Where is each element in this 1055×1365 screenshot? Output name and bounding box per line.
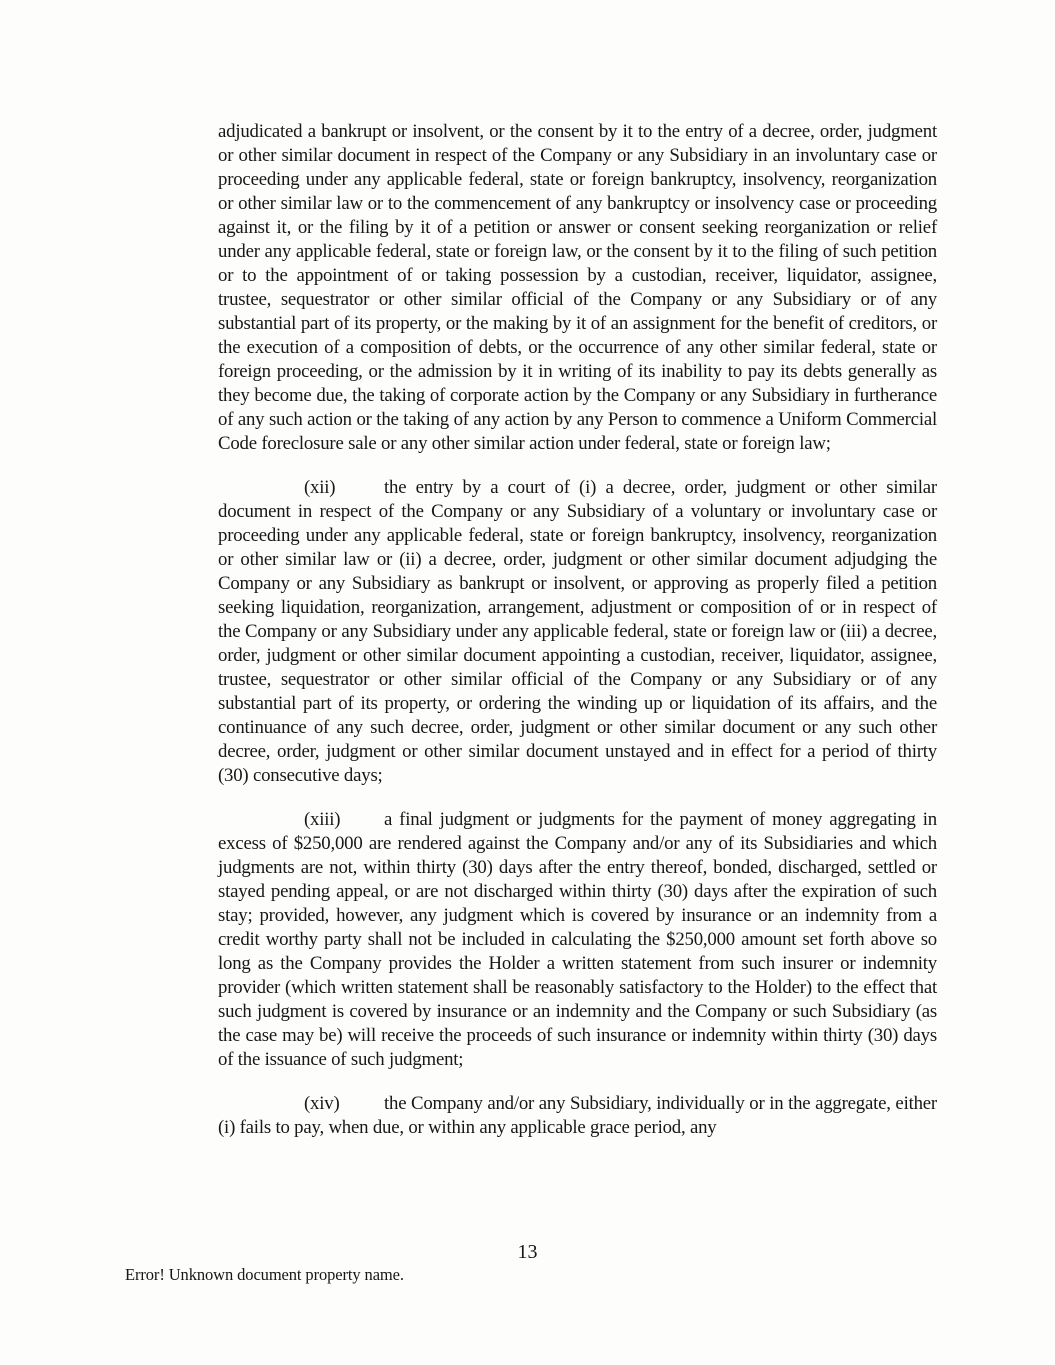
paragraph-text: the entry by a court of (i) a decree, order, judgment or other similar document in respect of the Company or any Subsidiary of a voluntary or involuntary case or proceeding under any applicable federal, state or foreign bankruptcy, insolvency, reorganization or other similar law or (ii) a decree, order, judgment or other similar document adjudging the Company or any Subsidiary as bankrupt or insolvent, or approving as properly filed a petition seeking liquidation, reorganization, arrangement, adjustment or composition of or in respect of the Company or any Subsidiary under any applicable federal, state or foreign law or (iii) a decree, order, judgment or other similar document appointing a custodian, receiver, liquidator, assignee, trustee, sequestrator or other similar official of the Company or any Subsidiary or of any substantial part of its property, or ordering the winding up or liquidation of its affairs, and the continuance of any such decree, order, judgment or other similar document or any such other decree, order, judgment or other similar document unstayed and in effect for a period of thirty (30) consecutive days;: [218, 477, 937, 786]
paragraph-text: adjudicated a bankrupt or insolvent, or the consent by it to the entry of a decree, order, judgment or other similar document in respect of the Company or any Subsidiary in an involuntary case or proceeding under any applicable federal, state or foreign bankruptcy, insolvency, reorganization or other similar law or to the commencement of any bankruptcy or insolvency case or proceeding against it, or the filing by it of a petition or answer or consent seeking reorganization or relief under any applicable federal, state or foreign law, or the consent by it to the filing of such petition or to the appointment of or taking possession by a custodian, receiver, liquidator, assignee, trustee, sequestrator or other similar official of the Company or any Subsidiary or of any substantial part of its property, or the making by it of an assignment for the benefit of creditors, or the execution of a composition of debts, or the occurrence of any other similar federal, state or foreign proceeding, or the admission by it in writing of its inability to pay its debts generally as they become due, the taking of corporate action by the Company or any Subsidiary in furtherance of any such action or the taking of any action by any Person to commence a Uniform Commercial Code foreclosure sale or any other similar action under federal, state or foreign law;: [218, 121, 937, 454]
document-body: [218, 120, 937, 1160]
page-number: 13: [517, 1241, 538, 1263]
paragraph-text: the Company and/or any Subsidiary, individually or in the aggregate, either (i) fails to pay, when due, or within any applicable grace period, any: [218, 1093, 937, 1138]
paragraph-text: a final judgment or judgments for the payment of money aggregating in excess of $250,000 are rendered against the Company and/or any of its Subsidiaries and which judgments are not, within thirty (30) days after the entry thereof, bonded, discharged, settled or stayed pending appeal, or are not discharged within thirty (30) days after the expiration of such stay; provided, however, any judgment which is covered by insurance or an indemnity from a credit worthy party shall not be included in calculating the $250,000 amount set forth above so long as the Company provides the Holder a written statement from such insurer or indemnity provider (which written statement shall be reasonably satisfactory to the Holder) to the effect that such judgment is covered by insurance or an indemnity and the Company or such Subsidiary (as the case may be) will receive the proceeds of such insurance or indemnity within thirty (30) days of the issuance of such judgment;: [218, 809, 937, 1070]
clause-number-xiv: (xiv): [304, 1093, 340, 1114]
clause-number-xii: (xii): [304, 477, 336, 498]
paragraph-xii: [218, 476, 937, 788]
paragraph-xi-continuation: [218, 120, 937, 456]
paragraph-xiii: [218, 808, 937, 1072]
footer-error-text: Error! Unknown document property name.: [125, 1265, 404, 1284]
paragraph-xiv: [218, 1092, 937, 1140]
clause-number-xiii: (xiii): [304, 809, 341, 830]
